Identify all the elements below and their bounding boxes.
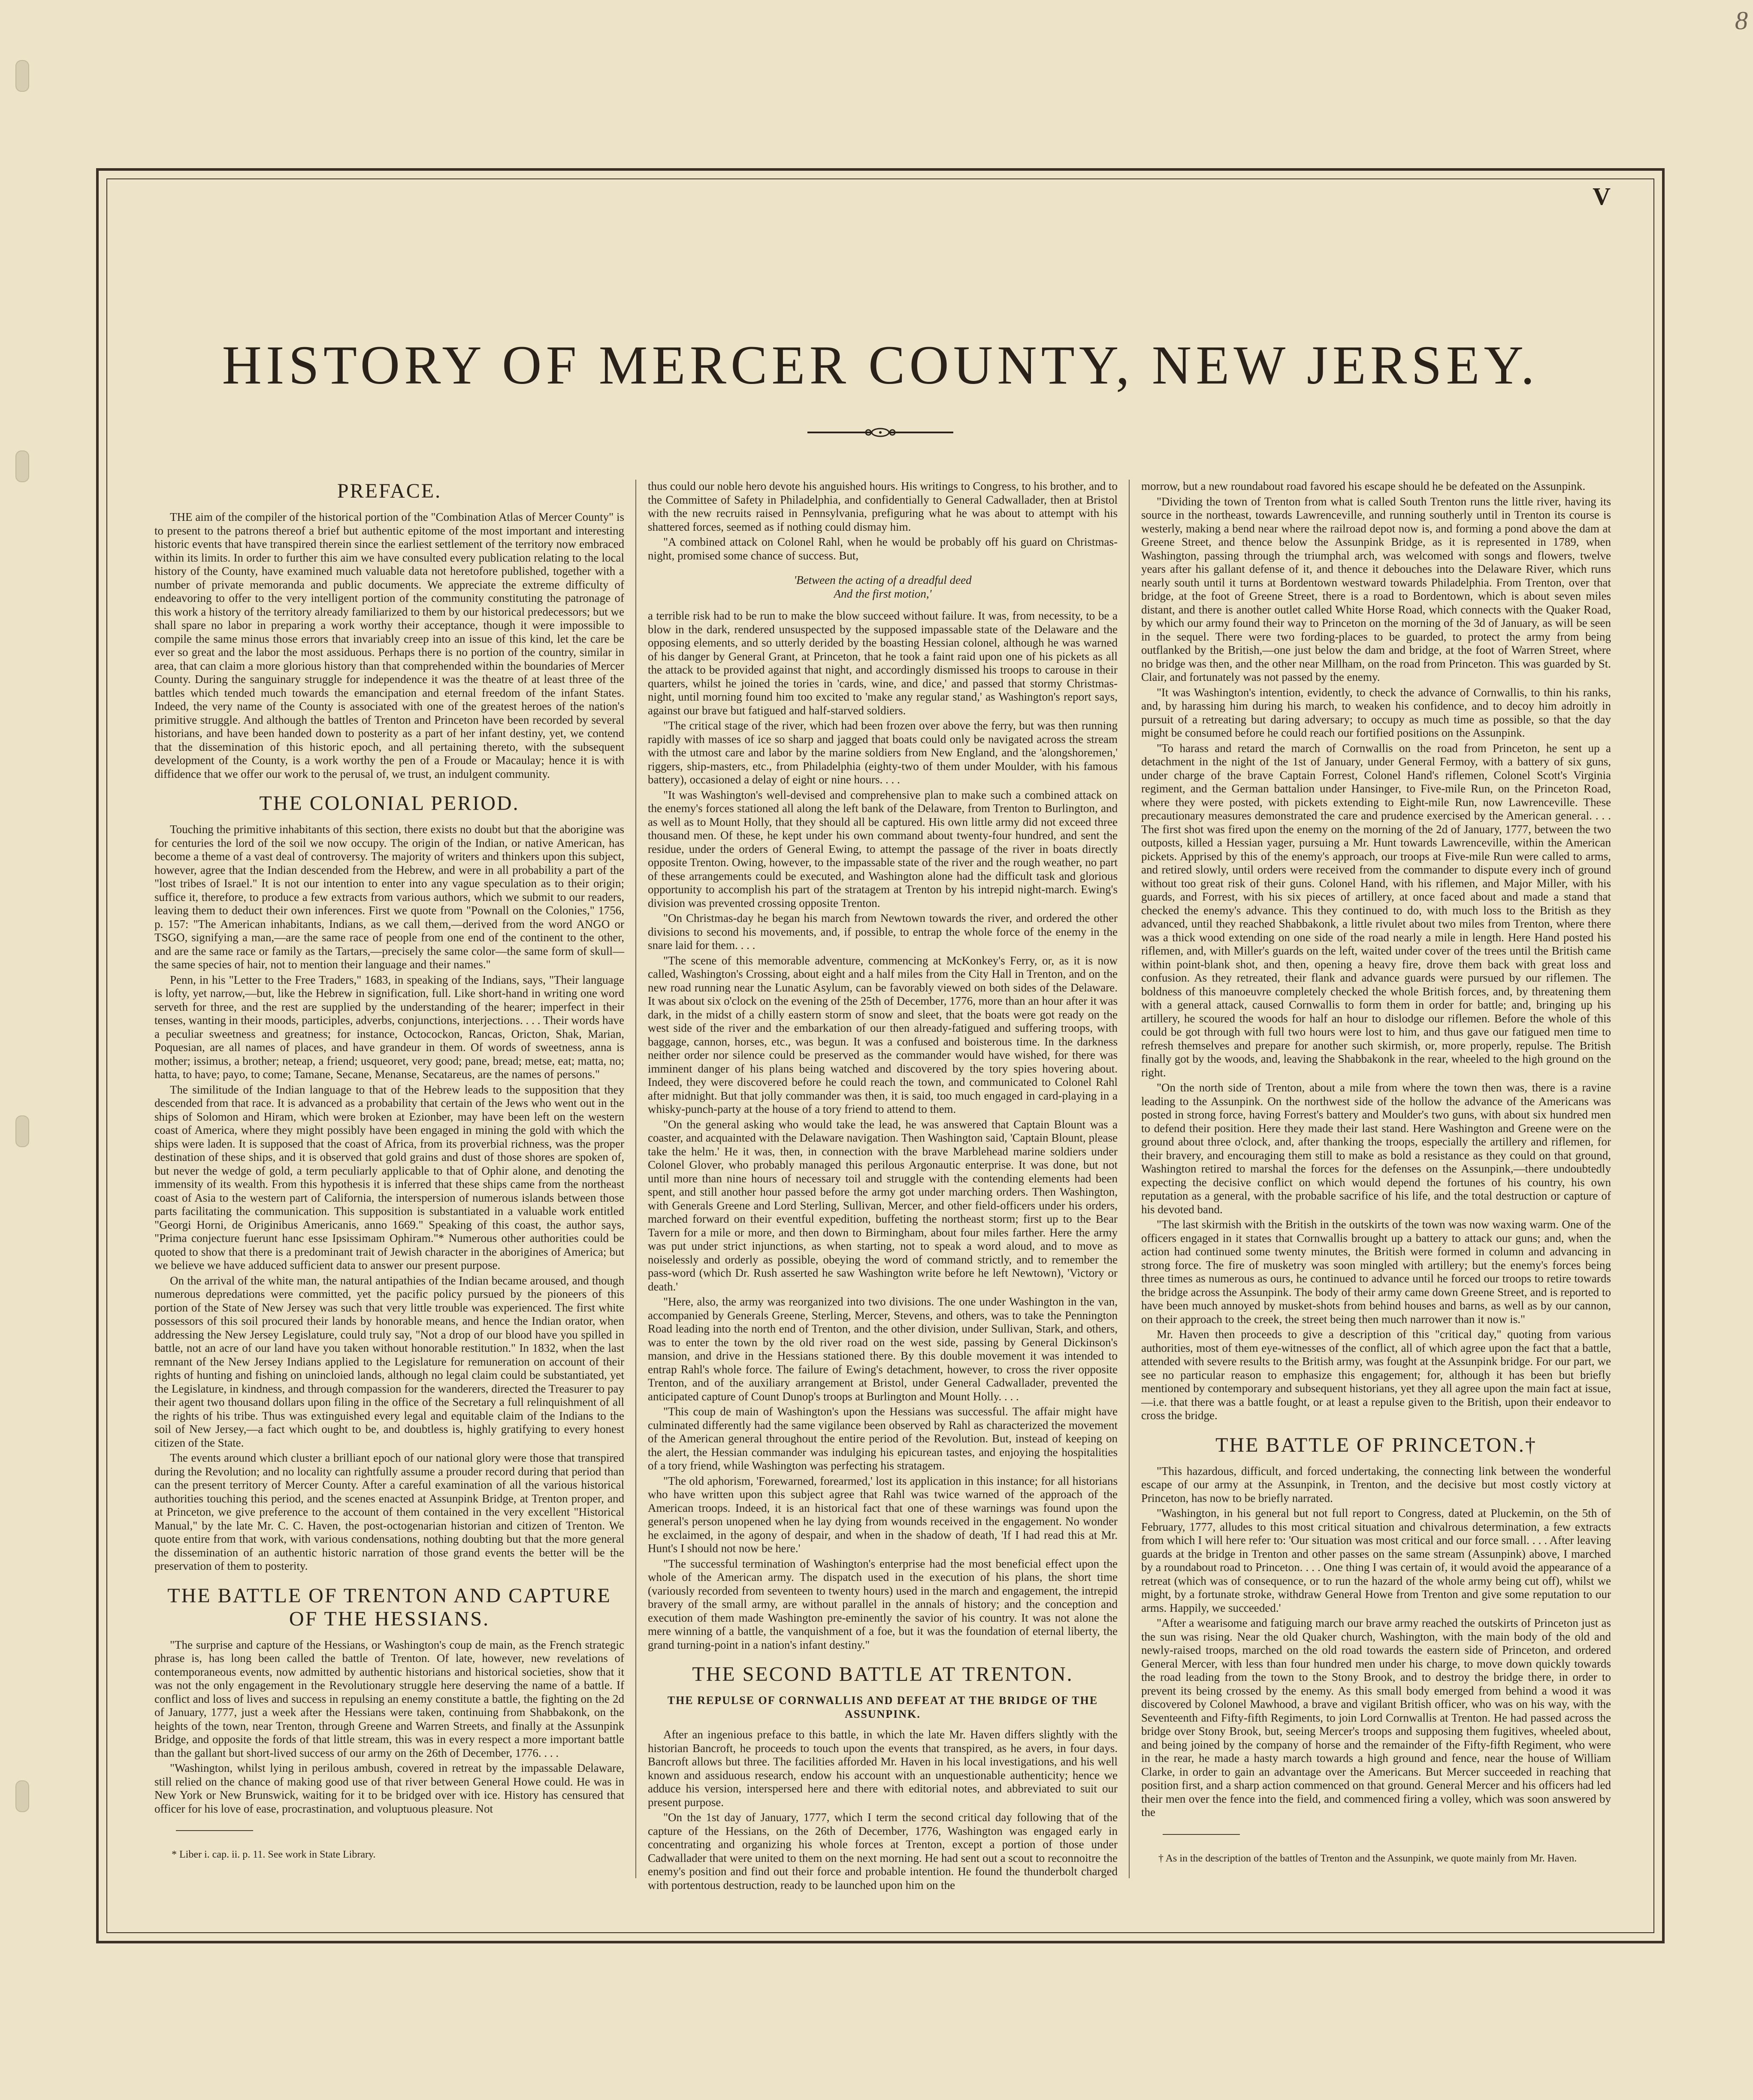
paragraph: "It was Washington's intention, evidently, to check the advance of Cornwallis, to thin his ranks, and, by harassing him during his march, to weaken his confidence, and to decoy him adroitly in pursuit of a retreating but daring adversary; to occupy as much time as possible, so that the day might be consumed before he could reach our fortified positions on the Assunpink. (1141, 686, 1611, 739)
footnote: * Liber i. cap. ii. p. 11. See work in State Library. (172, 1849, 376, 1860)
paragraph: "Washington, in his general but not full report to Congress, dated at Pluckemin, on the 5th of February, 1777, alludes to this most critical situation and chivalrous determination, a few extracts from which I will here refer to: 'Our situation was most critical and our force small. . . . After leaving guards at the bridge in Trenton and other passes on the same stream (Assunpink) above, I marched by a roundabout road to Princeton. . . . One thing I was certain of, it would avoid the appearance of a retreat (which was of consequence, or to run the hazard of the whole army being cut off), whilst we might, by a fortunate stroke, withdraw General Howe from Trenton and give some reputation to our arms. Happily, we succeeded.' (1141, 1507, 1611, 1614)
paragraph: After an ingenious preface to this battle, in which the late Mr. Haven differs slightly with the historian Bancroft, he proceeds to touch upon the events that transpired, as he avers, in four days. Bancroft allows but three. The facilities afforded Mr. Haven in his local investigations, and his well known and assiduous research, endow his account with an unquestionable authenticity; hence we adduce his version, interspersed here and there with editorial notes, and abbreviated to suit our present purpose. (648, 1728, 1118, 1809)
paragraph: "On the 1st day of January, 1777, which I term the second critical day following that of the capture of the Hessians, on the 26th of December, 1776, Washington was engaged early in concentrating and organizing his whole forces at Trenton, except a portion of those under Cadwallader that were united to them on the next morning. He had sent out a scout to reconnoitre the enemy's position and find out their force and probable intention. He found the thunderbolt charged with portentous destruction, ready to be launched upon him on the (648, 1811, 1118, 1892)
paragraph: thus could our noble hero devote his anguished hours. His writings to Congress, to his brother, and to the Committee of Safety in Philadelphia, and confidentially to General Cadwallader, then at Bristol with the new recruits raised in Pennsylvania, prefiguring what he was about to attempt with his shattered forces, seemed as if nothing could dismay him. (648, 480, 1118, 533)
paragraph: THE aim of the compiler of the historical portion of the "Combination Atlas of Mercer County" is to present to the patrons thereof a brief but authentic epitome of the most important and interesting historic events that have transpired therein since the earliest settlement of the territory now embraced within its limits. In order to further this aim we have consulted every publication relating to the local history of the County, have examined much valuable data not heretofore published, together with a number of private memoranda and public documents. We appreciate the extreme difficulty of endeavoring to offer to the very intelligent portion of the community constituting the patronage of this work a history of the territory already familiarized to them by our historical predecessors; but we shall spare no labor in preparing a work worthy their acceptance, though it were impossible to compile the same minus those errors that invariably creep into an issue of this kind, let the care be ever so great and the labor the most assiduous. Perhaps there is no portion of the country, similar in area, that can claim a more glorious history than that comprehended within the boundaries of Mercer County. During the sanguinary struggle for independence it was the theatre of at least three of the battles which tended much towards the emancipation and eternal freedom of the infant States. Indeed, the very name of the County is associated with one of the greatest heroes of the nation's primitive struggle. And although the battles of Trenton and Princeton have been recorded by several historians, and have been handed down to posterity as a part of her infant destiny, yet, we contend that the dissemination of this historic epoch, and all pertaining thereto, with the subsequent development of the County, is a work worthy the pen of a Froude or Macaulay; hence it is with diffidence that we offer our work to the perusal of, we trust, an indulgent community. (154, 511, 624, 780)
footnote-rule (176, 1830, 253, 1831)
binding-hole (15, 60, 29, 92)
paragraph: "The successful termination of Washington's enterprise had the most beneficial effect upon the whole of the American army. The dispatch used in the execution of his plans, the short time (variously recorded from seventeen to twenty hours) used in the march and engagement, the intrepid bravery of the small army, are without parallel in the annals of history; and the conception and execution of them made Washington pre-eminently the savior of his country. It was not alone the mere winning of a battle, the vanquishment of a foe, but it was the foundation of eternal liberty, the grand turning-point in a nation's infant destiny." (648, 1557, 1118, 1651)
paragraph: The events around which cluster a brilliant epoch of our national glory were those that transpired during the Revolution; and no locality can rightfully assume a prouder record during that period than can the present territory of Mercer County. After a careful examination of all the various historical authorities touching this period, and the scenes enacted at Assunpink Bridge, at Trenton proper, and at Princeton, we give preference to the account of them contained in the very excellent "Historical Manual," by the late Mr. C. C. Haven, the post-octogenarian historian and citizen of Trenton. We quote entire from that work, with various condensations, nothing doubting but that the more general the dissemination of an authentic historic narration of those grand events the better will be the preservation of them to posterity. (154, 1451, 624, 1572)
paragraph: "On Christmas-day he began his march from Newtown towards the river, and ordered the other divisions to second his movements, and, if possible, to entrap the whole force of the enemy in the snare laid for them. . . . (648, 912, 1118, 952)
paragraph: "A combined attack on Colonel Rahl, when he would be probably off his guard on Christmas-night, promised some chance of success. But, (648, 535, 1118, 562)
paragraph: "Dividing the town of Trenton from what is called South Trenton runs the little river, having its source in the northeast, towards Lawrenceville, and running southerly until in Trenton its course is westerly, making a bend near where the railroad depot now is, and forming a pond above the dam at Greene Street, and thence below the Assunpink Bridge, as it is represented in 1789, when Washington, passing through the triumphal arch, was welcomed with songs and flowers, twelve years after his gallant defense of it, and thence it debouches into the Delaware River, which runs nearly south until it turns at Bordentown westward towards Philadelphia. From Trenton, over that bridge, at the foot of Greene Street, there is a road to Bordentown, which is about seven miles distant, and there is another outlet called White Horse Road, which connects with the Quaker Road, by which our army found their way to Princeton on the morning of the 3d of January, as will be seen in the sequel. There were two fording-places to be guarded, to protect the army from being outflanked by the British,—one just below the dam and bridge, at the foot of Warren Street, where no bridge was then, and the other near Millham, on the road from Princeton. This was guarded by St. Clair, and fortunately was not passed by the enemy. (1141, 495, 1611, 683)
paragraph: Penn, in his "Letter to the Free Traders," 1683, in speaking of the Indians, says, "Their language is lofty, yet narrow,—but, like the Hebrew in signification, full. Like short-hand in writing one word serveth for three, and the rest are supplied by the understanding of the hearer; imperfect in their tenses, wanting in their moods, participles, adverbs, conjunctions, interjections. . . . Their words have a peculiar sweetness and greatness; for instance, Octocockon, Rancas, Oricton, Shak, Marian, Poquesian, are all names of places, and have grandeur in them. Of words of sweetness, anna is mother; issimus, a brother; neteap, a friend; usqueoret, very good; pane, bread; metse, eat; matta, no; hatta, to have; payo, to come; Tamane, Secane, Menanse, Secatareus, are the names of persons." (154, 973, 624, 1081)
paragraph: "After a wearisome and fatiguing march our brave army reached the outskirts of Princeton just as the sun was rising. Near the old Quaker church, Washington, with the main body of the old and newly-raised troops, marched on the old road towards the eastern side of Princeton, and ordered General Mercer, with less than four hundred men under his charge, to move down quickly towards the road leading from the town to the Stony Brook, and to destroy the bridge there, in order to prevent its being crossed by the enemy. As this small body emerged from behind a wood it was discovered by Colonel Mawhood, a brave and vigilant British officer, who was on his way, with the Seventeenth and Fifty-fifth Regiments, to join Lord Cornwallis at Trenton. He had passed across the bridge over Stony Brook, but, seeing Mercer's troops and supposing them fugitives, wheeled about, and being joined by the company of horse and the remainder of the Fifty-fifth Regiment, who were in the rear, he made a hasty march towards a high ground and fence, near the house of William Clarke, in order to gain an advantage over the Americans. But Mercer succeeded in reaching that position first, and a sharp action commenced on that ground. General Mercer and his officers had led their men over the fence into the field, and commenced firing a volley, which was soon answered by the (1141, 1617, 1611, 1819)
footnote: † As in the description of the battles of Trenton and the Assunpink, we quote mainly from Mr. Haven. (1158, 1852, 1577, 1864)
paragraph: On the arrival of the white man, the natural antipathies of the Indian became aroused, and though numerous depredations were committed, yet the pacific policy pursued by the pioneers of this portion of the State of New Jersey was such that very little trouble was experienced. The first white possessors of this soil procured their lands by honorable means, and hence the Indian orator, when addressing the New Jersey Legislature, could truly say, "Not a drop of our blood have you spilled in battle, not an acre of our land have you taken without honorable restitution." In 1832, when the last remnant of the New Jersey Indians applied to the Legislature for remuneration on account of their rights of hunting and fishing on unincloied lands, although no legal claim could be substantiated, yet the Legislature, in kindness, and through compassion for the wanderers, directed the Treasurer to pay their agent two thousand dollars upon filing in the office of the Secretary a full relinquishment of all the rights of his tribe. Thus was extinguished every legal and equitable claim of the Indians to the soil of New Jersey,—a fact which ought to be, and doubtless is, highly gratifying to every honest citizen of the State. (154, 1274, 624, 1449)
heading-battle-of-princeton: THE BATTLE OF PRINCETON.† (1215, 1433, 1537, 1456)
paragraph: "Washington, whilst lying in perilous ambush, covered in retreat by the impassable Delaware, still relied on the chance of making good use of that river between General Howe could. He was in New York or New Brunswick, waiting for it to be bridged over with ice. History has censured that officer for his love of ease, procrastination, and voluptuous pleasure. Not (154, 1762, 624, 1815)
paragraph: "The last skirmish with the British in the outskirts of the town was now waxing warm. One of the officers engaged in it states that Cornwallis brought up a battery to attack our guns; and, when the action had continued some twenty minutes, the British were formed in column and advancing in strong force. The fire of musketry was soon mingled with artillery; but the enemy's forces being three times as numerous as ours, he continued to advance until he forced our troops to retire towards the bridge across the Assunpink. The body of their army came down Greene Street, and is reported to have been much annoyed by musket-shots from behind houses and barns, as well as by our cannon, on their approach to the creek, the street being then much narrower than it now is." (1141, 1218, 1611, 1326)
paragraph: "The scene of this memorable adventure, commencing at McKonkey's Ferry, or, as it is now called, Washington's Crossing, about eight and a half miles from the City Hall in Trenton, and on the new road running near the Lunatic Asylum, can be favorably viewed on both sides of the Delaware. It was about six o'clock on the evening of the 25th of December, 1776, more than an hour after it was dark, in the midst of a chilly eastern storm of snow and sleet, that the boats were got ready on the west side of the river and the embarkation of our then already-fatigued and suffering troops, with baggage, cannon, horses, etc., was begun. It was a confused and boisterous time. In the darkness neither order nor silence could be preserved as the commander would have wished, for there was imminent danger of his plans being watched and discovered by the tory spies hovering about. Indeed, they were discovered before he could reach the town, and communicated to Colonel Rahl after midnight. But that jolly commander was then, it is said, too much engaged in card-playing in a whisky-punch-party at the house of a tory friend to attend to them. (648, 954, 1118, 1115)
paragraph: "This coup de main of Washington's upon the Hessians was successful. The affair might have culminated differently had the same vigilance been observed by Rahl as characterized the movement of the American general throughout the entire period of the Revolution. But, instead of keeping on the alert, the Hessian commander was indulging his epicurean tastes, and enjoying the hospitalities of a tory friend, while Washington was perfecting his stratagem. (648, 1405, 1118, 1472)
column-right (1141, 480, 1611, 1867)
page-frame (96, 168, 1665, 1943)
page-title: HISTORY OF MERCER COUNTY, NEW JERSEY. (222, 335, 1539, 396)
paragraph: a terrible risk had to be run to make the blow succeed without failure. It was, from necessity, to be a blow in the dark, rendered unsuspected by the supposed impassable state of the Delaware and the opposing elements, and so utterly derided by the boasting Hessian colonel, although he was warned of his danger by General Grant, at Princeton, that he took a faint raid upon one of his pickets as all the attack to be provided against that night, and accordingly dismissed his troops to carouse in their quarters, whilst he joined the tories in 'cards, wine, and dice,' and passed that stormy Christmas-night, until morning found him too excited to 'make any regular stand,' as Washington's report says, against our brave but fatigued and half-starved soldiers. (648, 609, 1118, 717)
verse-line: 'Between the acting of a dreadful deed (794, 574, 972, 586)
paragraph: Touching the primitive inhabitants of this section, there exists no doubt but that the aborigine was for centuries the lord of the soil we now occupy. The origin of the Indian, or native American, has become a theme of a vast deal of controversy. The majority of writers and thinkers upon this subject, however, agree that the Indian descended from the Hebrew, and were in all probability a part of the "lost tribes of Israel." It is not our intention to enter into any vague speculation as to their origin; suffice it, therefore, to produce a few extracts from various authors, which we submit to our readers, leaving them to deduct their own inferences. First we quote from "Pownall on the Colonies," 1756, p. 157: "The American inhabitants, Indians, as we call them,—derived from the word ANGO or TSGO, signifying a man,—are the same race of people from one end of the continent to the other, and are the same race or family as the Tartars,—precisely the same color—the same form of skull—the same species of hair, not to mention their language and their names." (154, 823, 624, 971)
subheading-repulse-of-cornwallis: THE REPULSE OF CORNWALLIS AND DEFEAT AT THE BRIDGE OF THE ASSUNPINK. (667, 1694, 1098, 1720)
plate-numeral: V (1593, 182, 1611, 210)
paragraph: "On the north side of Trenton, about a mile from where the town then was, there is a ravine leading to the Assunpink. On the northwest side of the hollow the advance of the Americans was posted in strong force, having Forrest's battery and Moulder's two guns, with about six hundred men to defend their position. Here they made their last stand. Here Washington and Greene were on the ground about three o'clock, and, after thanking the troops, especially the artillery and riflemen, for their bravery, and encouraging them still to make as bold a resistance as they could on that ground, Washington retired to marshal the forces for the defenses on the Assunpink,—there undoubtedly expecting the decisive conflict on which would depend the fortunes of his country, his own reputation as a general, with the probable sacrifice of his life, and the total destruction or capture of his devoted band. (1141, 1081, 1611, 1216)
paragraph: "It was Washington's well-devised and comprehensive plan to make such a combined attack on the enemy's forces stationed all along the left bank of the Delaware, from Trenton to Burlington, and as well as to Mount Holly, that they should all be captured. His own little army did not exceed three thousand men. Of these, he kept under his own command about twenty-four hundred, and sent the residue, under the orders of General Ewing, to attempt the passage of the river in boats directly opposite Trenton. Owing, however, to the impassable state of the river and the rough weather, no part of these arrangements could be executed, and Washington alone had the difficult task and glorious opportunity to accomplish his part of the stratagem at Trenton by his intrepid night-march. Ewing's division was prevented crossing opposite Trenton. (648, 788, 1118, 909)
footnote-rule (1163, 1834, 1240, 1835)
verse-line: And the first motion,' (834, 587, 932, 600)
column-left (154, 480, 624, 1864)
paragraph: morrow, but a new roundabout road favored his escape should he be defeated on the Assunpink. (1141, 480, 1586, 493)
column-middle (648, 480, 1118, 1894)
paragraph: "The old aphorism, 'Forewarned, forearmed,' lost its application in this instance; for all historians who have written upon this subject agree that Rahl was twice warned of the approach of the American troops. Indeed, it is an historical fact that one of these warnings was found upon the general's person unopened when he lay dying from wounds received in the engagement. No wonder he exclaimed, in the agony of despair, and when in the shadow of death, 'If I had read this at Mr. Hunt's I should not now be here.' (648, 1474, 1118, 1555)
binding-hole (15, 1115, 29, 1147)
paragraph: The similitude of the Indian language to that of the Hebrew leads to the supposition that they descended from that race. It is advanced as a probability that certain of the Jews who went out in the ships of Solomon and Hiram, which were broken at Ezionber, may have been left on the western coast of America, where they might possibly have been engaged in mining the gold with which the ships were laden. It is supposed that the coast of Africa, from its proverbial richness, was the proper destination of these ships, and it is observed that gold grains and dust of those shores are spoken of, but never the wedge of gold, a term peculiarly applicable to that of Ophir alone, and denoting the immensity of its wealth. From this hypothesis it is inferred that these ships came from the northeast coast of Asia to the western part of California, the interspersion of numerous islands between those parts facilitating the communication. This supposition is substantiated in a valuable work entitled "Georgi Horni, de Originibus Americanis, anno 1669." Speaking of this coast, the author says, "Prima conjecture fuerunt hanc esse Ipsissimam Ophiram."* Numerous other authorities could be quoted to show that there is a predominant trait of Jewish character in the aborigines of America; but we believe we have adduced sufficient data to answer our present purpose. (154, 1083, 624, 1272)
heading-battle-of-trenton: THE BATTLE OF TRENTON AND CAPTURE OF THE HESSIANS. (167, 1584, 611, 1630)
heading-preface: PREFACE. (337, 480, 442, 502)
paragraph: Mr. Haven then proceeds to give a description of this "critical day," quoting from various authorities, most of them eye-witnesses of the conflict, all of which agree upon the fact that a battle, attended with severe results to the British army, was fought at the Assunpink bridge. For our part, we see no particular reason to emphasize this engagement; for, although it has been but briefly mentioned by contemporary and subsequent historians, yet they all agree upon the main fact at issue,—i.e. that there was a battle fought, or at least a repulse given to the British, upon their endeavor to cross the bridge. (1141, 1328, 1611, 1422)
verse-quote (648, 574, 1118, 601)
column-divider (635, 480, 636, 1878)
paragraph: "To harass and retard the march of Cornwallis on the road from Princeton, he sent up a detachment in the night of the 1st of January, under General Fermoy, with a battery of six guns, under charge of the brave Captain Forrest, Colonel Hand's riflemen, Colonel Scott's Virginia regiment, and the German battalion under Hansinger, to Five-mile Run, on the Princeton Road, where they were posted, with pickets extending to Eight-mile Run, now Lawrenceville. These precautionary measures demonstrated the care and prudence exercised by the American general. . . . The first shot was fired upon the enemy on the morning of the 2d of January, 1777, between the two outposts, killed a Hessian yager, pursuing a Mr. Hunt towards Lawrenceville, within the American pickets. Apprised by this of the enemy's approach, our troops at Five-mile Run were called to arms, and retired slowly, until orders were received from the commander to dispute every inch of ground without too great risk of their guns. Colonel Hand, with his riflemen, and Major Miller, with his guards, and Forrest, with his six pieces of artillery, at once faced about and made a stand that checked the enemy's advance. This they continued to do, with much loss to the British as they advanced, until they reached Shabbakonk, a little rivulet about two miles from Trenton, where there was a thick wood extending on one side of the road nearly a mile in length. Here Hand posted his riflemen, and, with Miller's guards on the left, waited under cover of the trees until the British came within point-blank shot, and then, opening a heavy fire, drove them back with great loss and confusion. As they retreated, their flank and advance guards were pursued by our riflemen. The boldness of this manoeuvre completely checked the whole British forces, and, by threatening them with a general attack, caused Cornwallis to form them in order for battle; and, bringing up his artillery, he scoured the woods for half an hour to dislodge our riflemen. Before the whole of this could be got through with full two hours were lost to him, and thus gave our fatigued men time to refresh themselves and prepare for another such skirmish, or, more properly, repulse. The British finally got by the woods, and, leaving the Shabbakonk in the rear, wheeled to the high ground on the right. (1141, 741, 1611, 1079)
paragraph: "This hazardous, difficult, and forced undertaking, the connecting link between the wonderful escape of our army at the Assunpink, in Trenton, and the decisive but most costly victory at Princeton, has now to be briefly narrated. (1141, 1464, 1611, 1505)
heading-second-battle: THE SECOND BATTLE AT TRENTON. (692, 1663, 1073, 1686)
column-divider (1129, 480, 1130, 1878)
binding-hole (15, 450, 29, 482)
page-number-mark: 8 (1735, 6, 1748, 35)
paragraph: "The surprise and capture of the Hessians, or Washington's coup de main, as the French strategic phrase is, has long been called the battle of Trenton. Of late, however, new revelations of contemporaneous events, now admitted by authentic historians and historical societies, show that it was not the only engagement in the Revolutionary struggle here deserving the name of a battle. If conflict and loss of lives and success in repulsing an enemy constitute a battle, the fighting on the 2d of January, 1777, just a week after the Hessians were taken, continuing from Shabbakonk, on the heights of the town, near Trenton, through Greene and Warren Streets, and finally at the Assunpink Bridge, and opposite the fords of that little stream, this was in every respect a more important battle than the gallant but short-lived success of our army on the 26th of December, 1776. . . . (154, 1638, 624, 1759)
heading-colonial-period: THE COLONIAL PERIOD. (259, 792, 520, 815)
title-ornament (807, 424, 953, 441)
paragraph: "The critical stage of the river, which had been frozen over above the ferry, but was then running rapidly with masses of ice so sharp and jagged that boats could only be navigated across the stream with the utmost care and labor by the marine soldiers from New England, and the 'alongshoremen,' riggers, ship-masters, etc., from Philadelphia (eighty-two of them under Moulder, with his famous battery), occasioned a delay of eight or nine hours. . . . (648, 719, 1118, 786)
paragraph: "On the general asking who would take the lead, he was answered that Captain Blount was a coaster, and acquainted with the Delaware navigation. Then Washington said, 'Captain Blount, please take the helm.' He it was, then, in connection with the brave Marblehead marine soldiers under Colonel Glover, who probably managed this perilous Argonautic enterprise. It was done, but not until more than nine hours of necessary toil and struggle with the contending elements had been spent, and still another hour passed before the army got under marching orders. Then Washington, with Generals Greene and Lord Sterling, Sullivan, Mercer, and other field-officers under his orders, marched forward on their eventful expedition, buffeting the northeast storm; first up to the Bear Tavern for a mile or more, and then down to Birmingham, about four miles farther. Here the army was put under strict injunctions, as when starting, not to speak a word aloud, and to move as noiselessly and orderly as possible, obeying the word of command strictly, and to remember the pass-word (which Dr. Rush asserted he saw Washington write before he left Newtown), 'Victory or death.' (648, 1118, 1118, 1293)
binding-hole (15, 1780, 29, 1812)
paragraph: "Here, also, the army was reorganized into two divisions. The one under Washington in the van, accompanied by Generals Greene, Sterling, Mercer, Stevens, and others, was to take the Pennington Road leading into the north end of Trenton, and the other division, under Sullivan, Stark, and others, was to enter the town by the old river road on the west side, passing by General Dickinson's mansion, and drive in the Hessians stationed there. By this double movement it was intended to entrap Rahl's whole force. The failure of Ewing's detachment, however, to cross the river opposite Trenton, and of the auxiliary arrangement at Bristol, under General Cadwallader, prevented the anticipated capture of Count Dunop's troops at Burlington and Mount Holly. . . . (648, 1295, 1118, 1403)
